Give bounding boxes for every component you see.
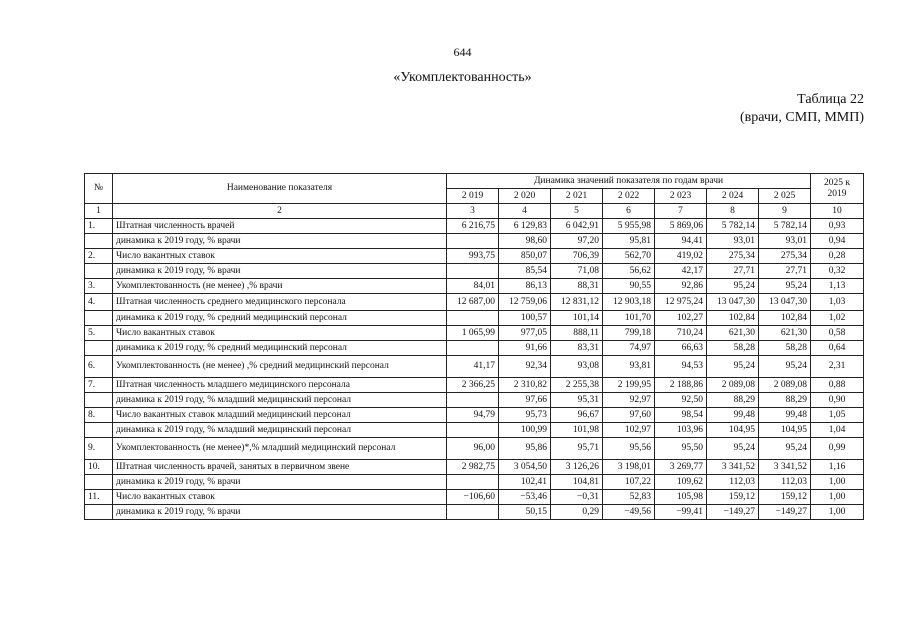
year-value: −53,46	[499, 490, 551, 505]
column-number: 3	[447, 204, 499, 219]
year-value: 5 782,14	[759, 219, 811, 234]
table-row	[85, 294, 864, 311]
table-row	[85, 490, 864, 505]
year-value: 27,71	[707, 264, 759, 279]
year-value: 95,31	[551, 393, 603, 408]
year-value: 99,48	[707, 408, 759, 423]
indicator-name: Число вакантных ставок младший медицинский персонал	[113, 408, 447, 423]
year-value: 12 759,06	[499, 294, 551, 311]
indicator-name: динамика к 2019 году, % врачи	[113, 234, 447, 249]
year-value: 2 089,08	[759, 378, 811, 393]
year-value: 88,29	[707, 393, 759, 408]
table-caption-number: Таблица 22	[797, 92, 864, 107]
year-value: 710,24	[655, 326, 707, 341]
year-value: 74,97	[603, 341, 655, 356]
year-value: 6 042,91	[551, 219, 603, 234]
year-value: −49,56	[603, 505, 655, 520]
year-value: 94,41	[655, 234, 707, 249]
ratio-2025-to-2019: 0,64	[811, 341, 864, 356]
year-value: 621,30	[759, 326, 811, 341]
staffing-table	[84, 173, 864, 520]
year-value: 977,05	[499, 326, 551, 341]
row-number: 4.	[85, 294, 113, 311]
year-value: 107,22	[603, 475, 655, 490]
indicator-name: Штатная численность младшего медицинского персонала	[113, 378, 447, 393]
year-value: 159,12	[707, 490, 759, 505]
row-number: 9.	[85, 438, 113, 460]
indicator-name: динамика к 2019 году, % средний медицинский персонал	[113, 311, 447, 326]
year-value: 102,27	[655, 311, 707, 326]
year-value: 95,24	[759, 279, 811, 294]
year-value: 104,95	[707, 423, 759, 438]
year-value: 5 955,98	[603, 219, 655, 234]
row-number	[85, 264, 113, 279]
year-value: 97,66	[499, 393, 551, 408]
year-value: 2 089,08	[707, 378, 759, 393]
ratio-2025-to-2019: 0,99	[811, 438, 864, 460]
year-value: 92,34	[499, 356, 551, 378]
document-title: «Укомплектованность»	[393, 70, 532, 85]
year-value: 101,70	[603, 311, 655, 326]
year-value: 2 188,86	[655, 378, 707, 393]
ratio-2025-to-2019: 1,00	[811, 475, 864, 490]
year-value	[447, 311, 499, 326]
header-year: 2 022	[603, 189, 655, 204]
year-value: 112,03	[707, 475, 759, 490]
year-value: 90,55	[603, 279, 655, 294]
table-row	[85, 356, 864, 378]
year-value: 3 341,52	[707, 460, 759, 475]
table-body	[85, 219, 864, 520]
year-value: −0,31	[551, 490, 603, 505]
column-number: 1	[85, 204, 113, 219]
ratio-2025-to-2019: 0,93	[811, 219, 864, 234]
column-number: 4	[499, 204, 551, 219]
ratio-2025-to-2019: 2,31	[811, 356, 864, 378]
indicator-name: Число вакантных ставок	[113, 249, 447, 264]
table-row	[85, 438, 864, 460]
header-year: 2 025	[759, 189, 811, 204]
indicator-name: Укомплектованность (не менее) ,% врачи	[113, 279, 447, 294]
row-number: 6.	[85, 356, 113, 378]
indicator-name: динамика к 2019 году, % врачи	[113, 505, 447, 520]
year-value: 101,14	[551, 311, 603, 326]
year-value: 102,84	[707, 311, 759, 326]
year-value: 66,63	[655, 341, 707, 356]
column-number-row	[85, 204, 864, 219]
year-value: 102,41	[499, 475, 551, 490]
year-value: 91,66	[499, 341, 551, 356]
table-row	[85, 311, 864, 326]
year-value: 275,34	[759, 249, 811, 264]
table-row	[85, 378, 864, 393]
table-row	[85, 408, 864, 423]
year-value: 95,56	[603, 438, 655, 460]
year-value: 1 065,99	[447, 326, 499, 341]
table-row	[85, 341, 864, 356]
year-value	[447, 475, 499, 490]
year-value: −106,60	[447, 490, 499, 505]
indicator-name: динамика к 2019 году, % младший медицинский персонал	[113, 423, 447, 438]
column-number: 7	[655, 204, 707, 219]
year-value: 562,70	[603, 249, 655, 264]
year-value	[447, 423, 499, 438]
year-value: 159,12	[759, 490, 811, 505]
table-row	[85, 219, 864, 234]
year-value: 52,83	[603, 490, 655, 505]
column-number: 9	[759, 204, 811, 219]
year-value: 101,98	[551, 423, 603, 438]
ratio-2025-to-2019: 0,32	[811, 264, 864, 279]
year-value: 95,50	[655, 438, 707, 460]
ratio-2025-to-2019: 1,03	[811, 294, 864, 311]
year-value: 27,71	[759, 264, 811, 279]
table-row	[85, 460, 864, 475]
table-caption-scope: (врачи, СМП, ММП)	[739, 110, 864, 125]
indicator-name: Штатная численность среднего медицинского персонала	[113, 294, 447, 311]
year-value: 86,13	[499, 279, 551, 294]
table-row	[85, 423, 864, 438]
year-value: 799,18	[603, 326, 655, 341]
ratio-2025-to-2019: 0,90	[811, 393, 864, 408]
column-number: 8	[707, 204, 759, 219]
year-value: 56,62	[603, 264, 655, 279]
ratio-2025-to-2019: 1,00	[811, 490, 864, 505]
indicator-name: динамика к 2019 году, % младший медицинский персонал	[113, 393, 447, 408]
year-value: 105,98	[655, 490, 707, 505]
row-number	[85, 393, 113, 408]
year-value: 95,81	[603, 234, 655, 249]
year-value: 84,01	[447, 279, 499, 294]
year-value: 97,20	[551, 234, 603, 249]
ratio-2025-to-2019: 1,00	[811, 505, 864, 520]
row-number: 1.	[85, 219, 113, 234]
column-number: 10	[811, 204, 864, 219]
year-value: 94,53	[655, 356, 707, 378]
year-value: 92,97	[603, 393, 655, 408]
year-value: 850,07	[499, 249, 551, 264]
row-number: 10.	[85, 460, 113, 475]
year-value: 706,39	[551, 249, 603, 264]
year-value: 12 687,00	[447, 294, 499, 311]
year-value: 993,75	[447, 249, 499, 264]
year-value: 58,28	[707, 341, 759, 356]
year-value: 98,54	[655, 408, 707, 423]
row-number: 8.	[85, 408, 113, 423]
year-value: 3 198,01	[603, 460, 655, 475]
year-value: 3 341,52	[759, 460, 811, 475]
ratio-2025-to-2019: 1,05	[811, 408, 864, 423]
year-value: 888,11	[551, 326, 603, 341]
table-row	[85, 264, 864, 279]
year-value: 95,24	[707, 279, 759, 294]
year-value: 96,00	[447, 438, 499, 460]
indicator-name: Штатная численность врачей	[113, 219, 447, 234]
row-number: 5.	[85, 326, 113, 341]
year-value	[447, 264, 499, 279]
row-number	[85, 475, 113, 490]
year-value: 2 255,38	[551, 378, 603, 393]
year-value: 92,86	[655, 279, 707, 294]
year-value: 98,60	[499, 234, 551, 249]
year-value: 95,24	[707, 356, 759, 378]
column-number: 2	[113, 204, 447, 219]
indicator-name: Число вакантных ставок	[113, 490, 447, 505]
year-value: 50,15	[499, 505, 551, 520]
indicator-name: динамика к 2019 году, % средний медицинский персонал	[113, 341, 447, 356]
row-number	[85, 311, 113, 326]
table-row	[85, 505, 864, 520]
ratio-2025-to-2019: 0,58	[811, 326, 864, 341]
year-value: 2 199,95	[603, 378, 655, 393]
indicator-name: Штатная численность врачей, занятых в первичном звене	[113, 460, 447, 475]
year-value: −149,27	[759, 505, 811, 520]
year-value: 92,50	[655, 393, 707, 408]
year-value: 0,29	[551, 505, 603, 520]
table-row	[85, 475, 864, 490]
year-value: 42,17	[655, 264, 707, 279]
indicator-name: Число вакантных ставок	[113, 326, 447, 341]
indicator-name: динамика к 2019 году, % врачи	[113, 264, 447, 279]
row-number: 2.	[85, 249, 113, 264]
year-value: 96,67	[551, 408, 603, 423]
year-value: 104,95	[759, 423, 811, 438]
table-row	[85, 249, 864, 264]
year-value: 112,03	[759, 475, 811, 490]
year-value: 88,31	[551, 279, 603, 294]
header-year: 2 024	[707, 189, 759, 204]
year-value: 100,99	[499, 423, 551, 438]
row-number: 11.	[85, 490, 113, 505]
year-value: 71,08	[551, 264, 603, 279]
year-value: 13 047,30	[707, 294, 759, 311]
year-value: 95,24	[759, 356, 811, 378]
year-value: 93,08	[551, 356, 603, 378]
indicator-name: Укомплектованность (не менее)*,% младший медицинский персонал	[113, 438, 447, 460]
year-value: 2 310,82	[499, 378, 551, 393]
year-value: 93,01	[707, 234, 759, 249]
row-number	[85, 234, 113, 249]
year-value: 93,01	[759, 234, 811, 249]
year-value: 104,81	[551, 475, 603, 490]
year-value: 2 366,25	[447, 378, 499, 393]
year-value: 12 975,24	[655, 294, 707, 311]
row-number	[85, 423, 113, 438]
year-value: 13 047,30	[759, 294, 811, 311]
header-ratio: 2025 к 2019	[811, 174, 864, 204]
year-value: −99,41	[655, 505, 707, 520]
year-value: 41,17	[447, 356, 499, 378]
year-value: 102,97	[603, 423, 655, 438]
year-value: 93,81	[603, 356, 655, 378]
year-value: 3 269,77	[655, 460, 707, 475]
year-value: 109,62	[655, 475, 707, 490]
year-value: 97,60	[603, 408, 655, 423]
indicator-name: динамика к 2019 году, % врачи	[113, 475, 447, 490]
year-value: 2 982,75	[447, 460, 499, 475]
year-value: 621,30	[707, 326, 759, 341]
column-number: 6	[603, 204, 655, 219]
year-value: 12 831,12	[551, 294, 603, 311]
year-value: 100,57	[499, 311, 551, 326]
header-row-top	[85, 174, 864, 189]
year-value: 95,86	[499, 438, 551, 460]
ratio-2025-to-2019: 1,13	[811, 279, 864, 294]
year-value	[447, 393, 499, 408]
year-value: 6 129,83	[499, 219, 551, 234]
year-value: 85,54	[499, 264, 551, 279]
ratio-2025-to-2019: 1,04	[811, 423, 864, 438]
indicator-name: Укомплектованность (не менее) ,% средний медицинский персонал	[113, 356, 447, 378]
ratio-2025-to-2019: 1,02	[811, 311, 864, 326]
header-year: 2 023	[655, 189, 707, 204]
header-year: 2 020	[499, 189, 551, 204]
year-value: 5 782,14	[707, 219, 759, 234]
year-value: 95,24	[707, 438, 759, 460]
year-value	[447, 341, 499, 356]
header-num: №	[85, 174, 113, 204]
year-value: 102,84	[759, 311, 811, 326]
header-dynamics: Динамика значений показателя по годам врачи	[447, 174, 811, 189]
year-value: 3 054,50	[499, 460, 551, 475]
year-value: 6 216,75	[447, 219, 499, 234]
table-caption	[740, 91, 864, 127]
row-number	[85, 505, 113, 520]
page-number: 644	[453, 45, 472, 59]
year-value: 275,34	[707, 249, 759, 264]
header-year: 2 019	[447, 189, 499, 204]
ratio-2025-to-2019: 0,94	[811, 234, 864, 249]
year-value: 83,31	[551, 341, 603, 356]
year-value: 419,02	[655, 249, 707, 264]
year-value: 88,29	[759, 393, 811, 408]
year-value: 94,79	[447, 408, 499, 423]
header-year: 2 021	[551, 189, 603, 204]
year-value: 3 126,26	[551, 460, 603, 475]
year-value: 5 869,06	[655, 219, 707, 234]
table-row	[85, 326, 864, 341]
ratio-2025-to-2019: 1,16	[811, 460, 864, 475]
row-number	[85, 341, 113, 356]
table-row	[85, 279, 864, 294]
year-value: 95,71	[551, 438, 603, 460]
column-number: 5	[551, 204, 603, 219]
table-row	[85, 393, 864, 408]
year-value: 58,28	[759, 341, 811, 356]
ratio-2025-to-2019: 0,28	[811, 249, 864, 264]
ratio-2025-to-2019: 0,88	[811, 378, 864, 393]
year-value: 12 903,18	[603, 294, 655, 311]
row-number: 3.	[85, 279, 113, 294]
year-value	[447, 505, 499, 520]
year-value: 95,24	[759, 438, 811, 460]
table-row	[85, 234, 864, 249]
year-value: 95,73	[499, 408, 551, 423]
year-value	[447, 234, 499, 249]
row-number: 7.	[85, 378, 113, 393]
year-value: 103,96	[655, 423, 707, 438]
year-value: 99,48	[759, 408, 811, 423]
year-value: −149,27	[707, 505, 759, 520]
header-name: Наименование показателя	[113, 174, 447, 204]
